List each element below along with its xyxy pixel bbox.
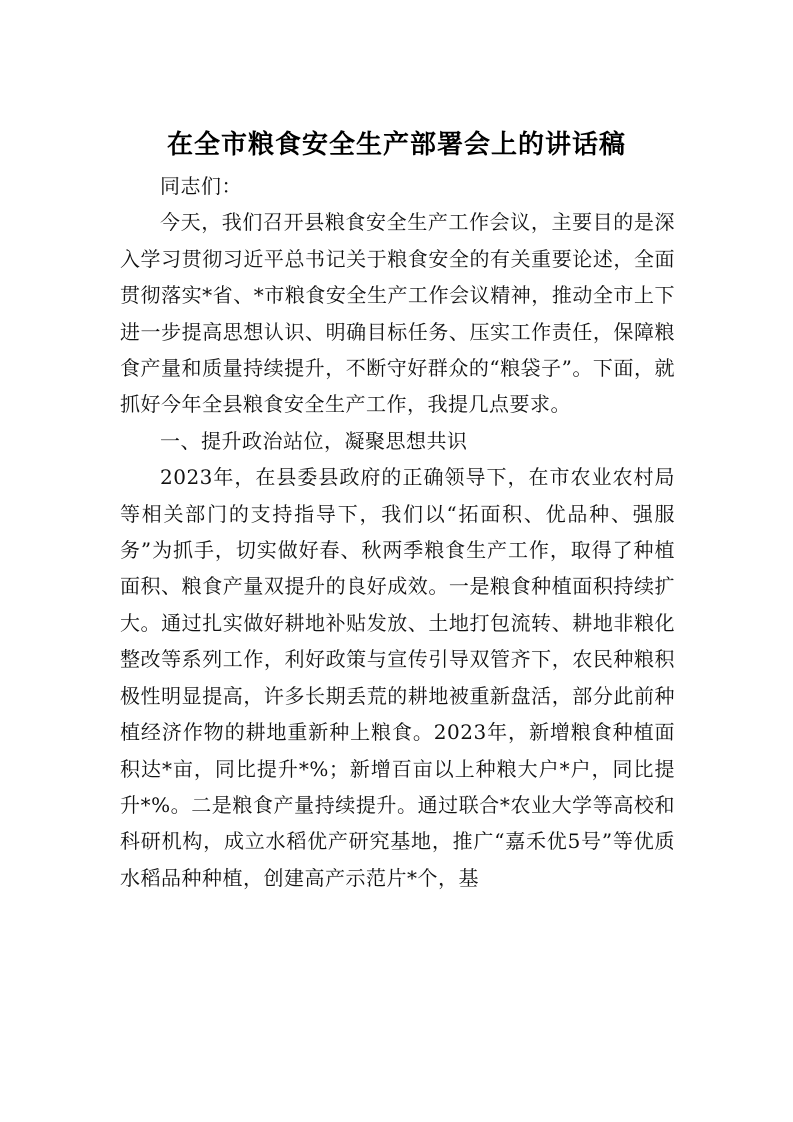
intro-paragraph: 今天，我们召开县粮食安全生产工作会议，主要目的是深入学习贯彻习近平总书记关于粮食安全的有关重要论述，全面贯彻落实*省、*市粮食安全生产工作会议精神，推动全市上下进一步提高思想认识、明确目标任务、压实工作责任，保障粮食产量和质量持续提升，不断守好群众的“粮袋子”。下面，就抓好今年全县粮食安全生产工作，我提几点要求。 [120, 210, 675, 417]
section-heading-1: 一、提升政治站位，凝聚思想共识 [160, 428, 468, 453]
document-body [120, 168, 675, 896]
body-paragraph: 2023年，在县委县政府的正确领导下，在市农业农村局等相关部门的支持指导下，我们以“拓面积、优品种、强服务”为抓手，切实做好春、秋两季粮食生产工作，取得了种植面积、粮食产量双提升的良好成效。一是粮食种植面积持续扩大。通过扎实做好耕地补贴发放、土地打包流转、耕地非粮化整改等系列工作，利好政策与宣传引导双管齐下，农民种粮积极性明显提高，许多长期丢荒的耕地被重新盘活，部分此前种植经济作物的耕地重新种上粮食。2023年，新增粮食种植面积达*亩，同比提升*%；新增百亩以上种粮大户*户，同比提升*%。二是粮食产量持续提升。通过联合*农业大学等高校和科研机构，成立水稻优产研究基地，推广“嘉禾优5号”等优质水稻品种种植，创建高产示范片*个，基 [120, 465, 675, 890]
salutation-paragraph: 同志们： [160, 174, 242, 198]
document-title: 在全市粮食安全生产部署会上的讲话稿 [166, 130, 626, 160]
